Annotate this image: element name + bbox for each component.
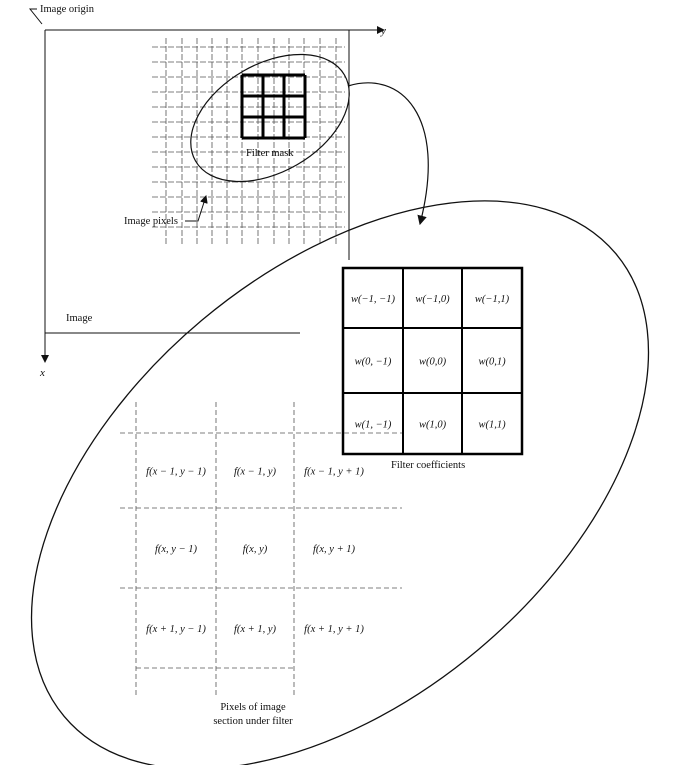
zoom-arrow (348, 83, 428, 224)
y-axis-label: y (381, 25, 386, 37)
filter-mask-grid (242, 75, 305, 138)
image-pixel-grid (152, 38, 345, 246)
pixel-cell: f(x − 1, y + 1) (304, 466, 364, 478)
coefficient-cell: w(1,0) (418, 419, 447, 431)
filter-mask-label: Filter mask (246, 148, 294, 159)
coefficient-cell: w(0,1) (478, 356, 506, 368)
pixels-caption-line1: Pixels of image (220, 702, 286, 713)
coefficient-cell: w(−1,0) (415, 294, 450, 305)
coefficient-cell: w(−1, −1) (351, 294, 395, 305)
filter-coefficients-label: Filter coefficients (391, 460, 466, 471)
pixel-cell: f(x + 1, y + 1) (304, 624, 364, 635)
pixels-caption-line2: section under filter (213, 716, 293, 727)
image-pixels-label: Image pixels (124, 216, 178, 227)
pixel-cell: f(x + 1, y) (233, 624, 277, 635)
image-label: Image (66, 313, 93, 324)
pixel-cell: f(x, y) (242, 544, 268, 555)
coefficient-cell: w(1, −1) (354, 419, 392, 431)
pixel-cell: f(x, y + 1) (312, 544, 356, 555)
pixel-cell: f(x + 1, y − 1) (146, 624, 206, 635)
pixel-cell: f(x − 1, y − 1) (146, 466, 206, 478)
filter-coefficient-grid (343, 268, 522, 454)
coefficient-cell: w(0, −1) (354, 356, 392, 368)
coefficient-cell: w(1,1) (478, 419, 506, 431)
zoom-ellipse (0, 89, 683, 765)
pixel-cell: f(x, y − 1) (154, 544, 198, 555)
coefficient-cell: w(0,0) (418, 356, 447, 368)
image-pixels-pointer (185, 196, 206, 221)
pixel-cell: f(x − 1, y) (233, 466, 277, 478)
coefficient-cell: w(−1,1) (474, 294, 510, 305)
image-origin-label: Image origin (40, 4, 94, 15)
x-axis-label: x (40, 367, 45, 379)
pixels-under-filter-grid (120, 402, 402, 698)
